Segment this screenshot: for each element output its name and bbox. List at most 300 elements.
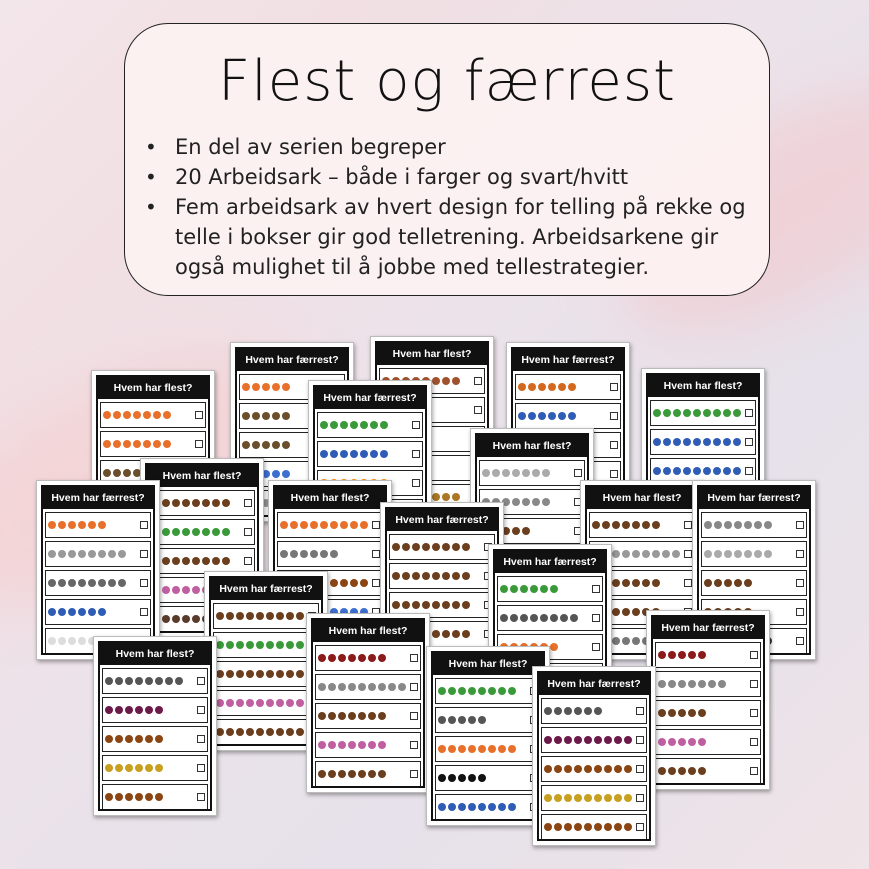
worksheet-row	[315, 732, 421, 758]
animal-icon	[266, 728, 274, 736]
animal-icon	[145, 793, 153, 801]
animal-icon	[488, 745, 496, 753]
worksheet-heading: Hvem har flest?	[147, 465, 257, 487]
animal-icon	[468, 774, 476, 782]
animal-icon	[448, 745, 456, 753]
animal-icon	[330, 421, 338, 429]
animal-icon	[78, 579, 86, 587]
animal-icon	[522, 469, 530, 477]
animal-icon	[222, 499, 230, 507]
animal-icon	[432, 543, 440, 551]
animal-icon	[266, 612, 274, 620]
animal-icon	[212, 557, 220, 565]
animal-icon	[518, 383, 526, 391]
animal-icon	[266, 699, 274, 707]
worksheet-heading: Hvem har flest?	[587, 487, 697, 509]
animal-icon	[568, 412, 576, 420]
animal-icon	[624, 765, 632, 773]
animal-icon	[105, 764, 113, 772]
animal-icon	[68, 521, 76, 529]
animal-icon	[612, 521, 620, 529]
animal-icon	[360, 579, 368, 587]
worksheet-heading: Hvem har flest?	[98, 377, 208, 399]
animal-icon	[272, 383, 280, 391]
answer-box	[412, 479, 420, 487]
worksheet-row	[102, 697, 208, 723]
animal-icon	[468, 803, 476, 811]
animal-icon	[432, 572, 440, 580]
animal-icon	[510, 614, 518, 622]
answer-box	[574, 469, 582, 477]
animal-icon	[226, 728, 234, 736]
worksheet-row	[655, 642, 761, 668]
answer-box	[636, 794, 644, 802]
animal-icon	[108, 550, 116, 558]
animal-icon	[256, 641, 264, 649]
animal-icon	[192, 499, 200, 507]
worksheet-row	[213, 719, 319, 745]
animal-icon	[68, 550, 76, 558]
animal-icon	[172, 499, 180, 507]
animal-icon	[560, 614, 568, 622]
answer-box	[244, 499, 252, 507]
answer-box	[796, 637, 804, 645]
animal-icon	[318, 712, 326, 720]
animal-icon	[216, 612, 224, 620]
animal-icon	[550, 585, 558, 593]
animal-icon	[358, 654, 366, 662]
animal-icon	[118, 550, 126, 558]
animal-icon	[744, 521, 752, 529]
animal-icon	[622, 637, 630, 645]
animal-icon	[175, 677, 183, 685]
answer-box	[796, 579, 804, 587]
animal-icon	[328, 712, 336, 720]
answer-box	[410, 741, 418, 749]
animal-icon	[163, 411, 171, 419]
animal-icon	[162, 499, 170, 507]
animal-icon	[448, 716, 456, 724]
animal-icon	[280, 521, 288, 529]
animal-icon	[693, 409, 701, 417]
animal-icon	[125, 677, 133, 685]
answer-box	[750, 738, 758, 746]
animal-icon	[412, 572, 420, 580]
animal-icon	[458, 745, 466, 753]
animal-icon	[48, 608, 56, 616]
animal-icon	[698, 767, 706, 775]
animal-icon	[125, 735, 133, 743]
animal-icon	[226, 641, 234, 649]
animal-icon	[338, 654, 346, 662]
answer-box	[474, 406, 482, 414]
animal-icon	[544, 765, 552, 773]
animal-icon	[492, 469, 500, 477]
worksheet-heading: Hvem har færrest?	[539, 673, 649, 695]
animal-icon	[678, 767, 686, 775]
animal-icon	[612, 579, 620, 587]
animal-icon	[442, 572, 450, 580]
animal-icon	[360, 450, 368, 458]
animal-icon	[318, 654, 326, 662]
animal-icon	[262, 383, 270, 391]
animal-icon	[624, 823, 632, 831]
animal-icon	[498, 803, 506, 811]
animal-icon	[276, 699, 284, 707]
animal-icon	[155, 764, 163, 772]
animal-icon	[246, 670, 254, 678]
animal-icon	[88, 521, 96, 529]
animal-icon	[318, 741, 326, 749]
feature-item: • 20 Arbeidsark – både i farger og svart/hvitt	[145, 162, 765, 192]
worksheet-row	[100, 402, 206, 428]
animal-icon	[713, 409, 721, 417]
worksheet-heading: Hvem har færrest?	[237, 349, 347, 371]
animal-icon	[673, 409, 681, 417]
animal-icon	[584, 736, 592, 744]
worksheet-row	[701, 512, 807, 538]
animal-icon	[338, 683, 346, 691]
animal-icon	[498, 745, 506, 753]
animal-icon	[542, 498, 550, 506]
animal-icon	[328, 770, 336, 778]
animal-icon	[402, 601, 410, 609]
animal-icon	[622, 550, 630, 558]
answer-box	[372, 550, 380, 558]
animal-icon	[296, 612, 304, 620]
answer-box	[412, 450, 420, 458]
animal-icon	[452, 493, 460, 501]
animal-icon	[614, 765, 622, 773]
animal-icon	[764, 550, 772, 558]
animal-icon	[318, 683, 326, 691]
animal-icon	[688, 709, 696, 717]
animal-icon	[338, 712, 346, 720]
animal-icon	[724, 579, 732, 587]
animal-icon	[236, 612, 244, 620]
animal-icon	[764, 521, 772, 529]
animal-icon	[544, 736, 552, 744]
worksheet-row	[315, 674, 421, 700]
animal-icon	[512, 498, 520, 506]
worksheet-row	[515, 403, 621, 429]
answer-box	[684, 521, 692, 529]
worksheet-row	[435, 794, 541, 820]
animal-icon	[282, 441, 290, 449]
animal-icon	[512, 469, 520, 477]
animal-icon	[118, 579, 126, 587]
animal-icon	[693, 438, 701, 446]
worksheet-row	[435, 707, 541, 733]
worksheet-heading: Hvem har flest?	[433, 653, 543, 675]
animal-icon	[328, 654, 336, 662]
animal-icon	[378, 741, 386, 749]
animal-icon	[402, 572, 410, 580]
animal-icon	[612, 608, 620, 616]
animal-icon	[432, 493, 440, 501]
answer-box	[197, 677, 205, 685]
animal-icon	[558, 412, 566, 420]
animal-icon	[368, 654, 376, 662]
worksheet-row	[541, 698, 647, 724]
worksheet-heading: Hvem har flest?	[477, 435, 587, 457]
animal-icon	[688, 767, 696, 775]
worksheet-row	[655, 671, 761, 697]
animal-icon	[708, 680, 716, 688]
animal-icon	[442, 601, 450, 609]
animal-icon	[162, 557, 170, 565]
animal-icon	[392, 543, 400, 551]
animal-icon	[734, 579, 742, 587]
animal-icon	[554, 765, 562, 773]
animal-icon	[592, 521, 600, 529]
animal-icon	[105, 706, 113, 714]
animal-icon	[192, 615, 200, 623]
animal-icon	[368, 683, 376, 691]
worksheet-row	[315, 645, 421, 671]
animal-icon	[522, 527, 530, 535]
animal-icon	[163, 440, 171, 448]
animal-icon	[432, 601, 440, 609]
animal-icon	[350, 579, 358, 587]
answer-box	[410, 654, 418, 662]
animal-icon	[48, 637, 56, 645]
animal-icon	[155, 735, 163, 743]
animal-icon	[125, 793, 133, 801]
animal-icon	[348, 712, 356, 720]
animal-icon	[340, 450, 348, 458]
animal-icon	[564, 823, 572, 831]
animal-icon	[350, 421, 358, 429]
animal-icon	[272, 441, 280, 449]
animal-icon	[574, 794, 582, 802]
animal-icon	[713, 467, 721, 475]
animal-icon	[663, 409, 671, 417]
worksheet-heading: Hvem har flest?	[275, 487, 385, 509]
animal-icon	[192, 528, 200, 536]
animal-icon	[192, 586, 200, 594]
animal-icon	[554, 707, 562, 715]
animal-icon	[733, 467, 741, 475]
animal-icon	[272, 470, 280, 478]
animal-icon	[604, 736, 612, 744]
worksheet-heading: Hvem har færrest?	[315, 387, 425, 409]
worksheet-row	[277, 512, 383, 538]
animal-icon	[216, 699, 224, 707]
animal-icon	[145, 735, 153, 743]
animal-icon	[642, 521, 650, 529]
animal-icon	[452, 601, 460, 609]
answer-box	[745, 438, 753, 446]
animal-icon	[703, 409, 711, 417]
animal-icon	[502, 469, 510, 477]
animal-icon	[658, 680, 666, 688]
animal-icon	[442, 543, 450, 551]
animal-icon	[123, 440, 131, 448]
animal-icon	[182, 615, 190, 623]
animal-icon	[564, 707, 572, 715]
animal-icon	[58, 550, 66, 558]
worksheet-row	[102, 755, 208, 781]
animal-icon	[256, 728, 264, 736]
animal-icon	[663, 438, 671, 446]
worksheet-row	[102, 726, 208, 752]
worksheet-row	[277, 541, 383, 567]
animal-icon	[538, 412, 546, 420]
animal-icon	[246, 641, 254, 649]
worksheet-row	[589, 512, 695, 538]
animal-icon	[226, 670, 234, 678]
animal-icon	[714, 579, 722, 587]
animal-icon	[564, 794, 572, 802]
animal-icon	[683, 409, 691, 417]
animal-icon	[564, 765, 572, 773]
worksheet-row	[655, 758, 761, 784]
animal-icon	[282, 470, 290, 478]
worksheet-row	[213, 690, 319, 716]
answer-box	[684, 550, 692, 558]
animal-icon	[212, 499, 220, 507]
animal-icon	[673, 467, 681, 475]
animal-icon	[642, 579, 650, 587]
worksheet-row	[650, 429, 756, 455]
animal-icon	[532, 498, 540, 506]
animal-icon	[286, 612, 294, 620]
animal-icon	[105, 677, 113, 685]
animal-icon	[115, 793, 123, 801]
animal-icon	[358, 741, 366, 749]
animal-icon	[438, 716, 446, 724]
worksheet-heading: Hvem har flest?	[648, 375, 758, 397]
animal-icon	[614, 794, 622, 802]
animal-icon	[272, 412, 280, 420]
worksheet-row	[515, 374, 621, 400]
animal-icon	[125, 764, 133, 772]
animal-icon	[286, 699, 294, 707]
animal-icon	[558, 383, 566, 391]
worksheet-row	[315, 761, 421, 787]
animal-icon	[320, 521, 328, 529]
animal-icon	[246, 699, 254, 707]
animal-icon	[462, 543, 470, 551]
animal-icon	[478, 774, 486, 782]
animal-icon	[584, 823, 592, 831]
animal-icon	[48, 550, 56, 558]
answer-box	[745, 409, 753, 417]
animal-icon	[135, 764, 143, 772]
animal-icon	[538, 383, 546, 391]
animal-icon	[145, 677, 153, 685]
animal-icon	[256, 612, 264, 620]
animal-icon	[155, 706, 163, 714]
animal-icon	[192, 557, 200, 565]
animal-icon	[678, 709, 686, 717]
animal-icon	[622, 521, 630, 529]
animal-icon	[398, 683, 406, 691]
worksheet-row	[701, 570, 807, 596]
animal-icon	[530, 585, 538, 593]
worksheet-row	[149, 519, 255, 545]
worksheet-row	[213, 603, 319, 629]
animal-icon	[652, 550, 660, 558]
animal-icon	[105, 735, 113, 743]
animal-icon	[683, 438, 691, 446]
animal-icon	[103, 440, 111, 448]
animal-icon	[478, 687, 486, 695]
animal-icon	[520, 585, 528, 593]
animal-icon	[58, 521, 66, 529]
animal-icon	[518, 412, 526, 420]
answer-box	[372, 521, 380, 529]
animal-icon	[688, 651, 696, 659]
worksheet-row	[100, 431, 206, 457]
answer-box	[592, 614, 600, 622]
animal-icon	[508, 687, 516, 695]
animal-icon	[478, 745, 486, 753]
animal-icon	[256, 670, 264, 678]
animal-icon	[216, 670, 224, 678]
animal-icon	[182, 586, 190, 594]
animal-icon	[242, 441, 250, 449]
animal-icon	[718, 680, 726, 688]
animal-icon	[442, 630, 450, 638]
answer-box	[372, 579, 380, 587]
animal-icon	[422, 543, 430, 551]
animal-icon	[172, 615, 180, 623]
page-title: Flest og færrest	[218, 49, 676, 114]
animal-icon	[310, 550, 318, 558]
animal-icon	[256, 699, 264, 707]
worksheet-row	[435, 736, 541, 762]
animal-icon	[544, 707, 552, 715]
animal-icon	[422, 572, 430, 580]
worksheet-card	[646, 610, 770, 790]
animal-icon	[226, 612, 234, 620]
animal-icon	[276, 670, 284, 678]
animal-icon	[658, 738, 666, 746]
worksheet-heading: Hvem har færrest?	[211, 578, 321, 600]
animal-icon	[478, 803, 486, 811]
animal-icon	[548, 412, 556, 420]
animal-icon	[182, 499, 190, 507]
animal-icon	[468, 745, 476, 753]
animal-icon	[438, 803, 446, 811]
animal-icon	[500, 614, 508, 622]
animal-icon	[452, 543, 460, 551]
animal-icon	[328, 741, 336, 749]
animal-icon	[574, 765, 582, 773]
animal-icon	[584, 765, 592, 773]
animal-icon	[310, 521, 318, 529]
worksheet-heading: Hvem har færrest?	[43, 487, 153, 509]
animal-icon	[614, 736, 622, 744]
feature-item: • Fem arbeidsark av hvert design for telling på rekke og telle i bokser gir god telletrening. Arbeidsarkene gir også mulighet til å jobbe med tellestrategier.	[145, 192, 765, 282]
answer-box	[750, 680, 758, 688]
animal-icon	[155, 793, 163, 801]
animal-icon	[652, 521, 660, 529]
animal-icon	[135, 793, 143, 801]
animal-icon	[252, 383, 260, 391]
animal-icon	[266, 641, 274, 649]
animal-icon	[448, 774, 456, 782]
worksheet-row	[102, 784, 208, 810]
animal-icon	[703, 467, 711, 475]
animal-icon	[568, 383, 576, 391]
animal-icon	[612, 637, 620, 645]
animal-icon	[145, 706, 153, 714]
animal-icon	[108, 579, 116, 587]
animal-icon	[520, 614, 528, 622]
